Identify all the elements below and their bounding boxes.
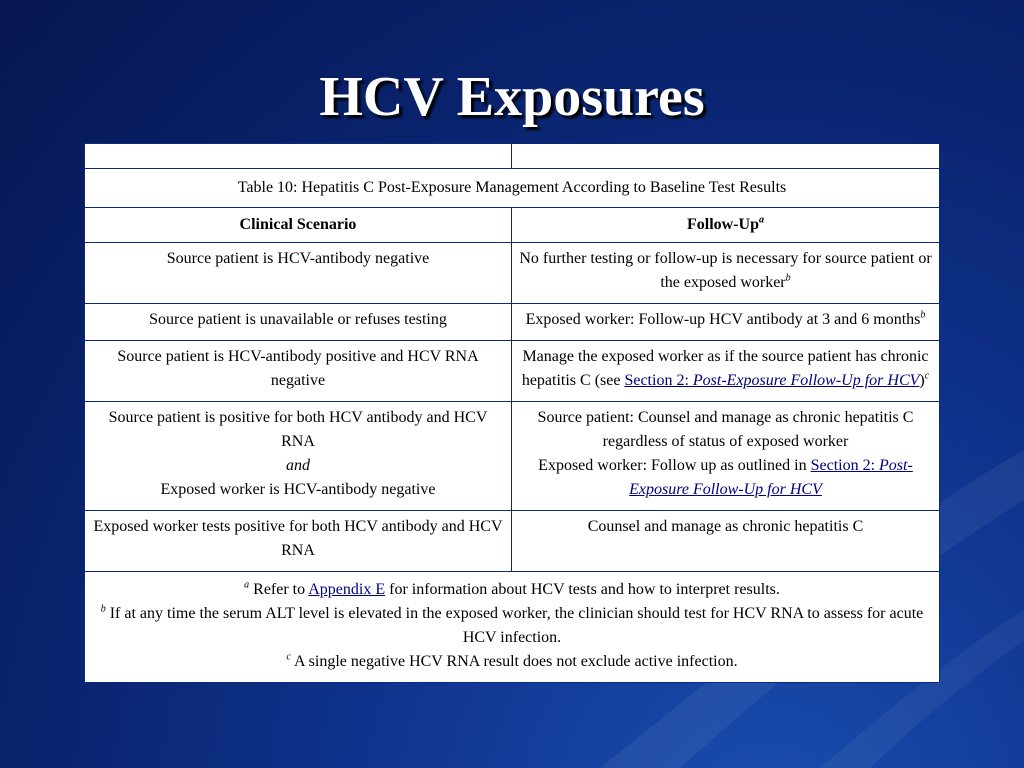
section-2-link[interactable]: Section 2: Post-Exposure Follow-Up for HCV [624, 372, 920, 389]
scenario-cell: Exposed worker tests positive for both HCV antibody and HCV RNA [85, 511, 512, 572]
header-follow-up: Follow-Up$^a$ [512, 208, 940, 243]
appendix-e-link[interactable]: Appendix E [308, 581, 386, 598]
followup-cell: Source patient: Counsel and manage as chronic hepatitis C regardless of status of exposed worker Exposed worker: Follow up as outlined in Section 2: Post-Exposure Follow-Up for HCV [512, 402, 940, 511]
slide-title: HCV Exposures [319, 66, 705, 128]
table-row [85, 243, 940, 304]
scenario-cell: Source patient is HCV-antibody negative [85, 243, 512, 304]
footnote-c: $^c$ A single negative HCV RNA result does not exclude active infection. [286, 651, 738, 670]
hcv-management-table [84, 143, 940, 683]
followup-cell: Counsel and manage as chronic hepatitis C [512, 511, 940, 572]
table-caption: Table 10: Hepatitis C Post-Exposure Management According to Baseline Test Results [85, 169, 940, 208]
table-row [85, 304, 940, 341]
section-2-link[interactable]: Section 2: Post-Exposure Follow-Up for HCV [629, 457, 913, 498]
scenario-cell: Source patient is positive for both HCV antibody and HCV RNA and Exposed worker is HCV-antibody negative [85, 402, 512, 511]
footnote-a: $^a$ Refer to Appendix E for information about HCV tests and how to interpret results. [244, 579, 780, 598]
table-row [85, 169, 940, 208]
table-cell [85, 144, 512, 169]
followup-cell: Exposed worker: Follow-up HCV antibody at 3 and 6 months$^b$ [512, 304, 940, 341]
followup-cell: Manage the exposed worker as if the source patient has chronic hepatitis C (see Section 2: Post-Exposure Follow-Up for HCV)$^c$ [512, 341, 940, 402]
table-row [85, 511, 940, 572]
followup-cell: No further testing or follow-up is necessary for source patient or the exposed worker$^b$ [512, 243, 940, 304]
table-row [85, 144, 940, 169]
footnotes-cell [85, 572, 940, 683]
table-footnotes-row [85, 572, 940, 683]
header-clinical-scenario: Clinical Scenario [85, 208, 512, 243]
table-header-row [85, 208, 940, 243]
table-cell [512, 144, 940, 169]
scenario-cell: Source patient is unavailable or refuses testing [85, 304, 512, 341]
footnote-b: $^b$ If at any time the serum ALT level is elevated in the exposed worker, the clinician should test for HCV RNA to assess for acute HCV infection. [100, 603, 924, 646]
table-row [85, 402, 940, 511]
scenario-cell: Source patient is HCV-antibody positive and HCV RNA negative [85, 341, 512, 402]
table-row [85, 341, 940, 402]
